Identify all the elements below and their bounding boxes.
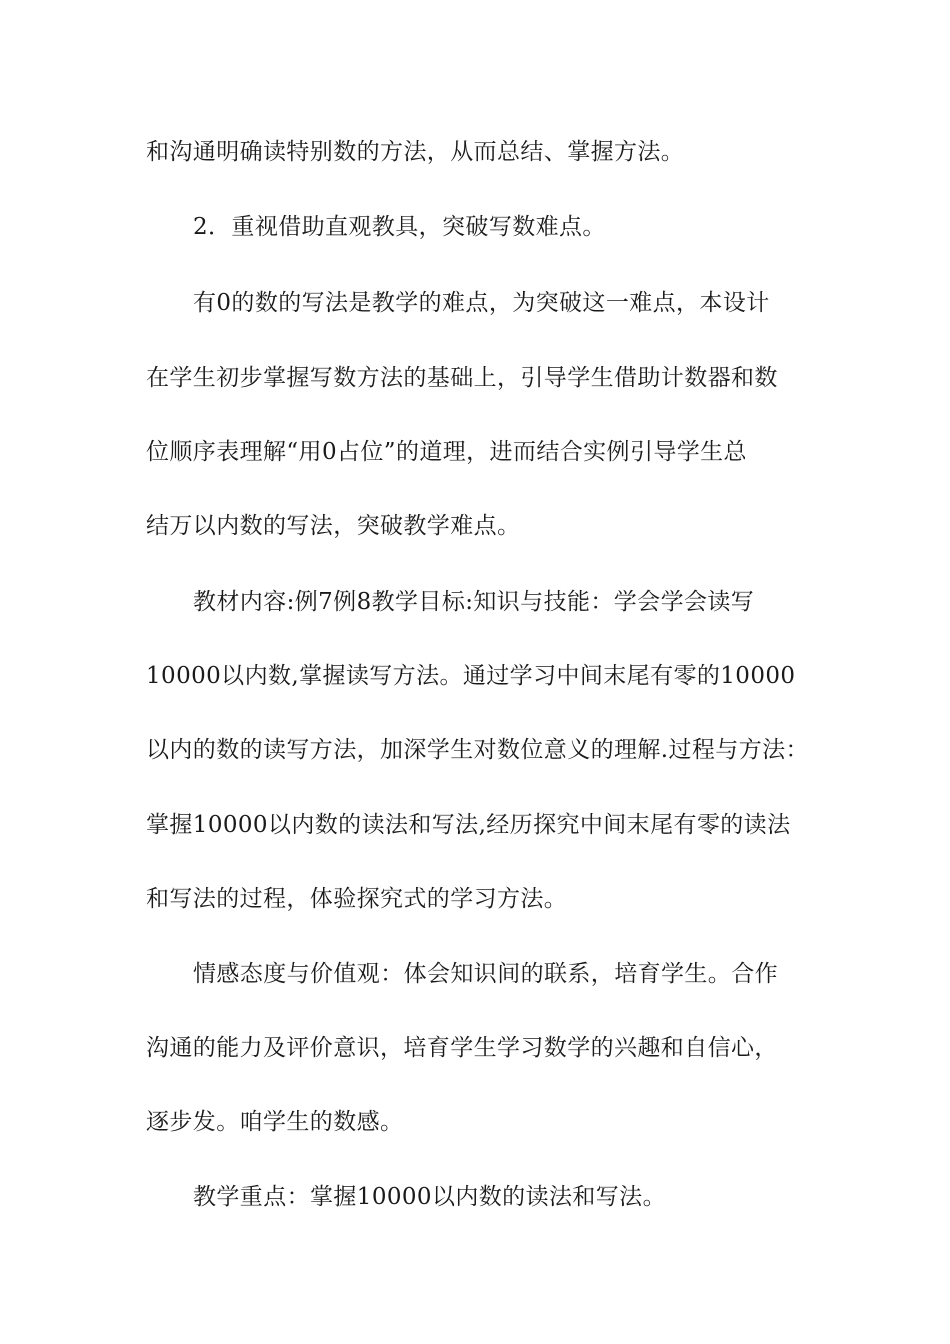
text-line-3: 有0的数的写法是教学的难点，为突破这一难点，本设计 [193,290,770,316]
text-line-7: 教材内容:例7例8教学目标:知识与技能：学会学会读写 [193,589,755,615]
text-line-15: 教学重点：掌握10000以内数的读法和写法。 [193,1184,666,1210]
text-line-8: 10000以内数,掌握读写方法。通过学习中间末尾有零的10000 [146,663,796,689]
text-line-14: 逐步发。咱学生的数感。 [146,1109,404,1135]
text-line-4: 在学生初步掌握写数方法的基础上，引导学生借助计数器和数 [146,365,778,391]
text-line-9: 以内的数的读写方法，加深学生对数位意义的理解.过程与方法： [146,737,809,763]
text-line-10: 掌握10000以内数的读法和写法,经历探究中间末尾有零的读法 [146,812,791,838]
text-line-13: 沟通的能力及评价意识，培育学生学习数学的兴趣和自信心， [146,1035,778,1061]
text-line-2: 2．重视借助直观教具，突破写数难点。 [193,214,606,240]
text-line-1: 和沟通明确读特别数的方法，从而总结、掌握方法。 [146,139,685,165]
text-line-11: 和写法的过程，体验探究式的学习方法。 [146,886,568,912]
text-line-6: 结万以内数的写法，突破教学难点。 [146,513,521,539]
text-line-12: 情感态度与价值观：体会知识间的联系，培育学生。合作 [193,961,778,987]
text-line-5: 位顺序表理解“用0占位”的道理，进而结合实例引导学生总 [146,439,747,465]
